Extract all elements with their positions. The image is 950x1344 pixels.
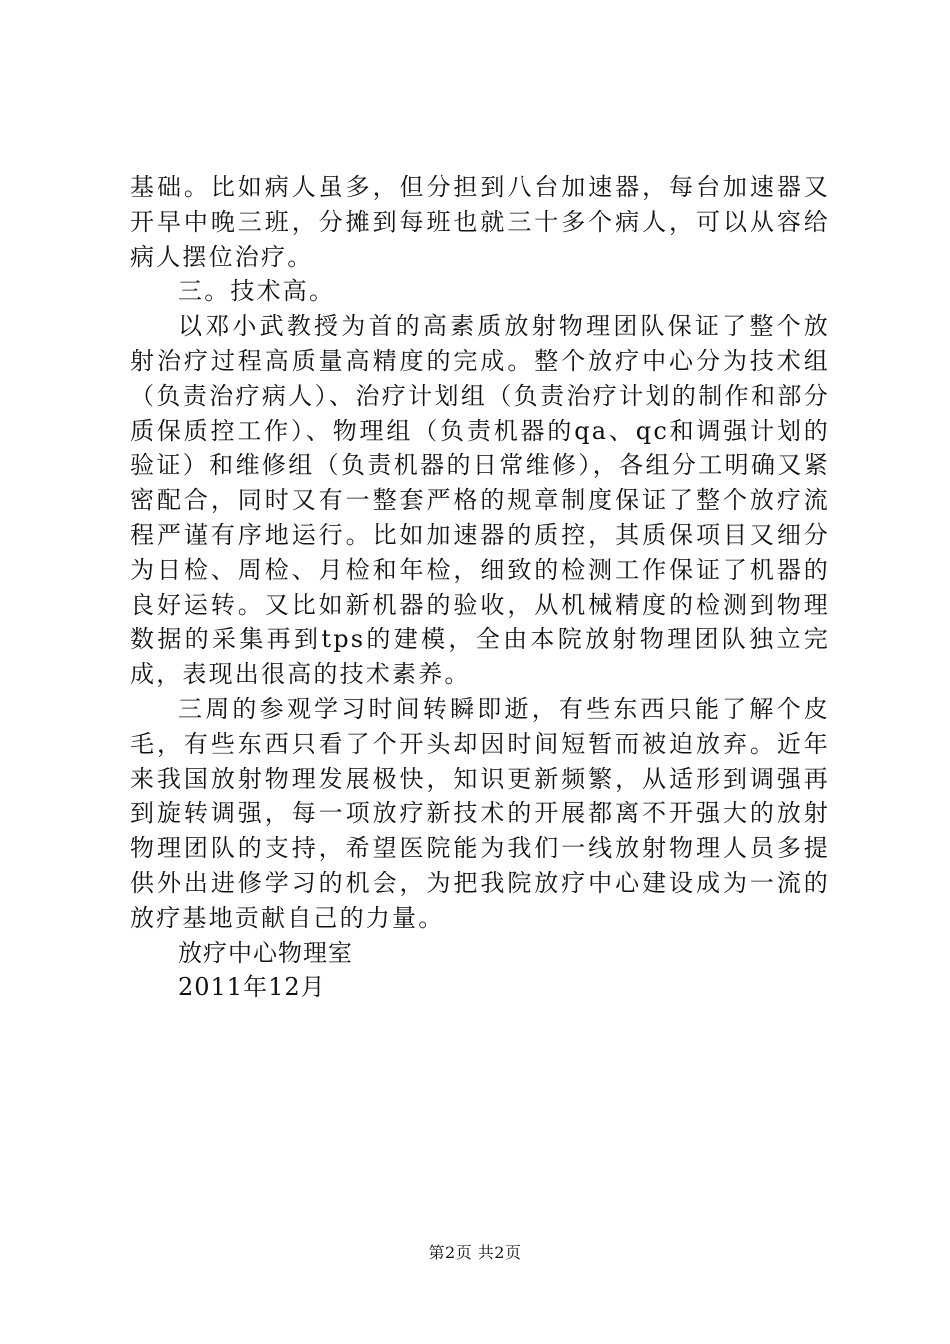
page-number-footer: 第2页 共2页 xyxy=(428,1243,522,1262)
paragraph-physics-team: 以邓小武教授为首的高素质放射物理团队保证了整个放射治疗过程高质量高精度的完成。整个放疗中心分为技术组（负责治疗病人）、治疗计划组（负责治疗计划的制作和部分质保质控工作）、物理组（负责机器的qa、qc和调强计划的验证）和维修组（负责机器的日常维修），各组分工明确又紧密配合，同时又有一整套严格的规章制度保证了整个放疗流程严谨有序地运行。比如加速器的质控，其质保项目又细分为日检、周检、月检和年检，细致的检测工作保证了机器的良好运转。又比如新机器的验收，从机械精度的检测到物理数据的采集再到tps的建模，全由本院放射物理团队独立完成，表现出很高的技术素养。 xyxy=(130,312,830,689)
document-body xyxy=(130,170,830,1005)
signature-department: 放疗中心物理室 xyxy=(178,938,353,967)
paragraph-conclusion: 三周的参观学习时间转瞬即逝，有些东西只能了解个皮毛，有些东西只看了个开头却因时间短暂而被迫放弃。近年来我国放射物理发展极快，知识更新频繁，从适形到调强再到旋转调强，每一项放疗新技术的开展都离不开强大的放射物理团队的支持，希望医院能为我们一线放射物理人员多提供外出进修学习的机会，为把我院放疗中心建设成为一流的放疗基地贡献自己的力量。 xyxy=(130,694,830,932)
paragraph-1: 基础。比如病人虽多，但分担到八台加速器，每台加速器又开早中晚三班，分摊到每班也就三十多个病人，可以从容给病人摆位治疗。 xyxy=(130,173,830,271)
signature-date: 2011年12月 xyxy=(178,973,326,1002)
section-heading-technology: 三。技术高。 xyxy=(178,277,336,306)
